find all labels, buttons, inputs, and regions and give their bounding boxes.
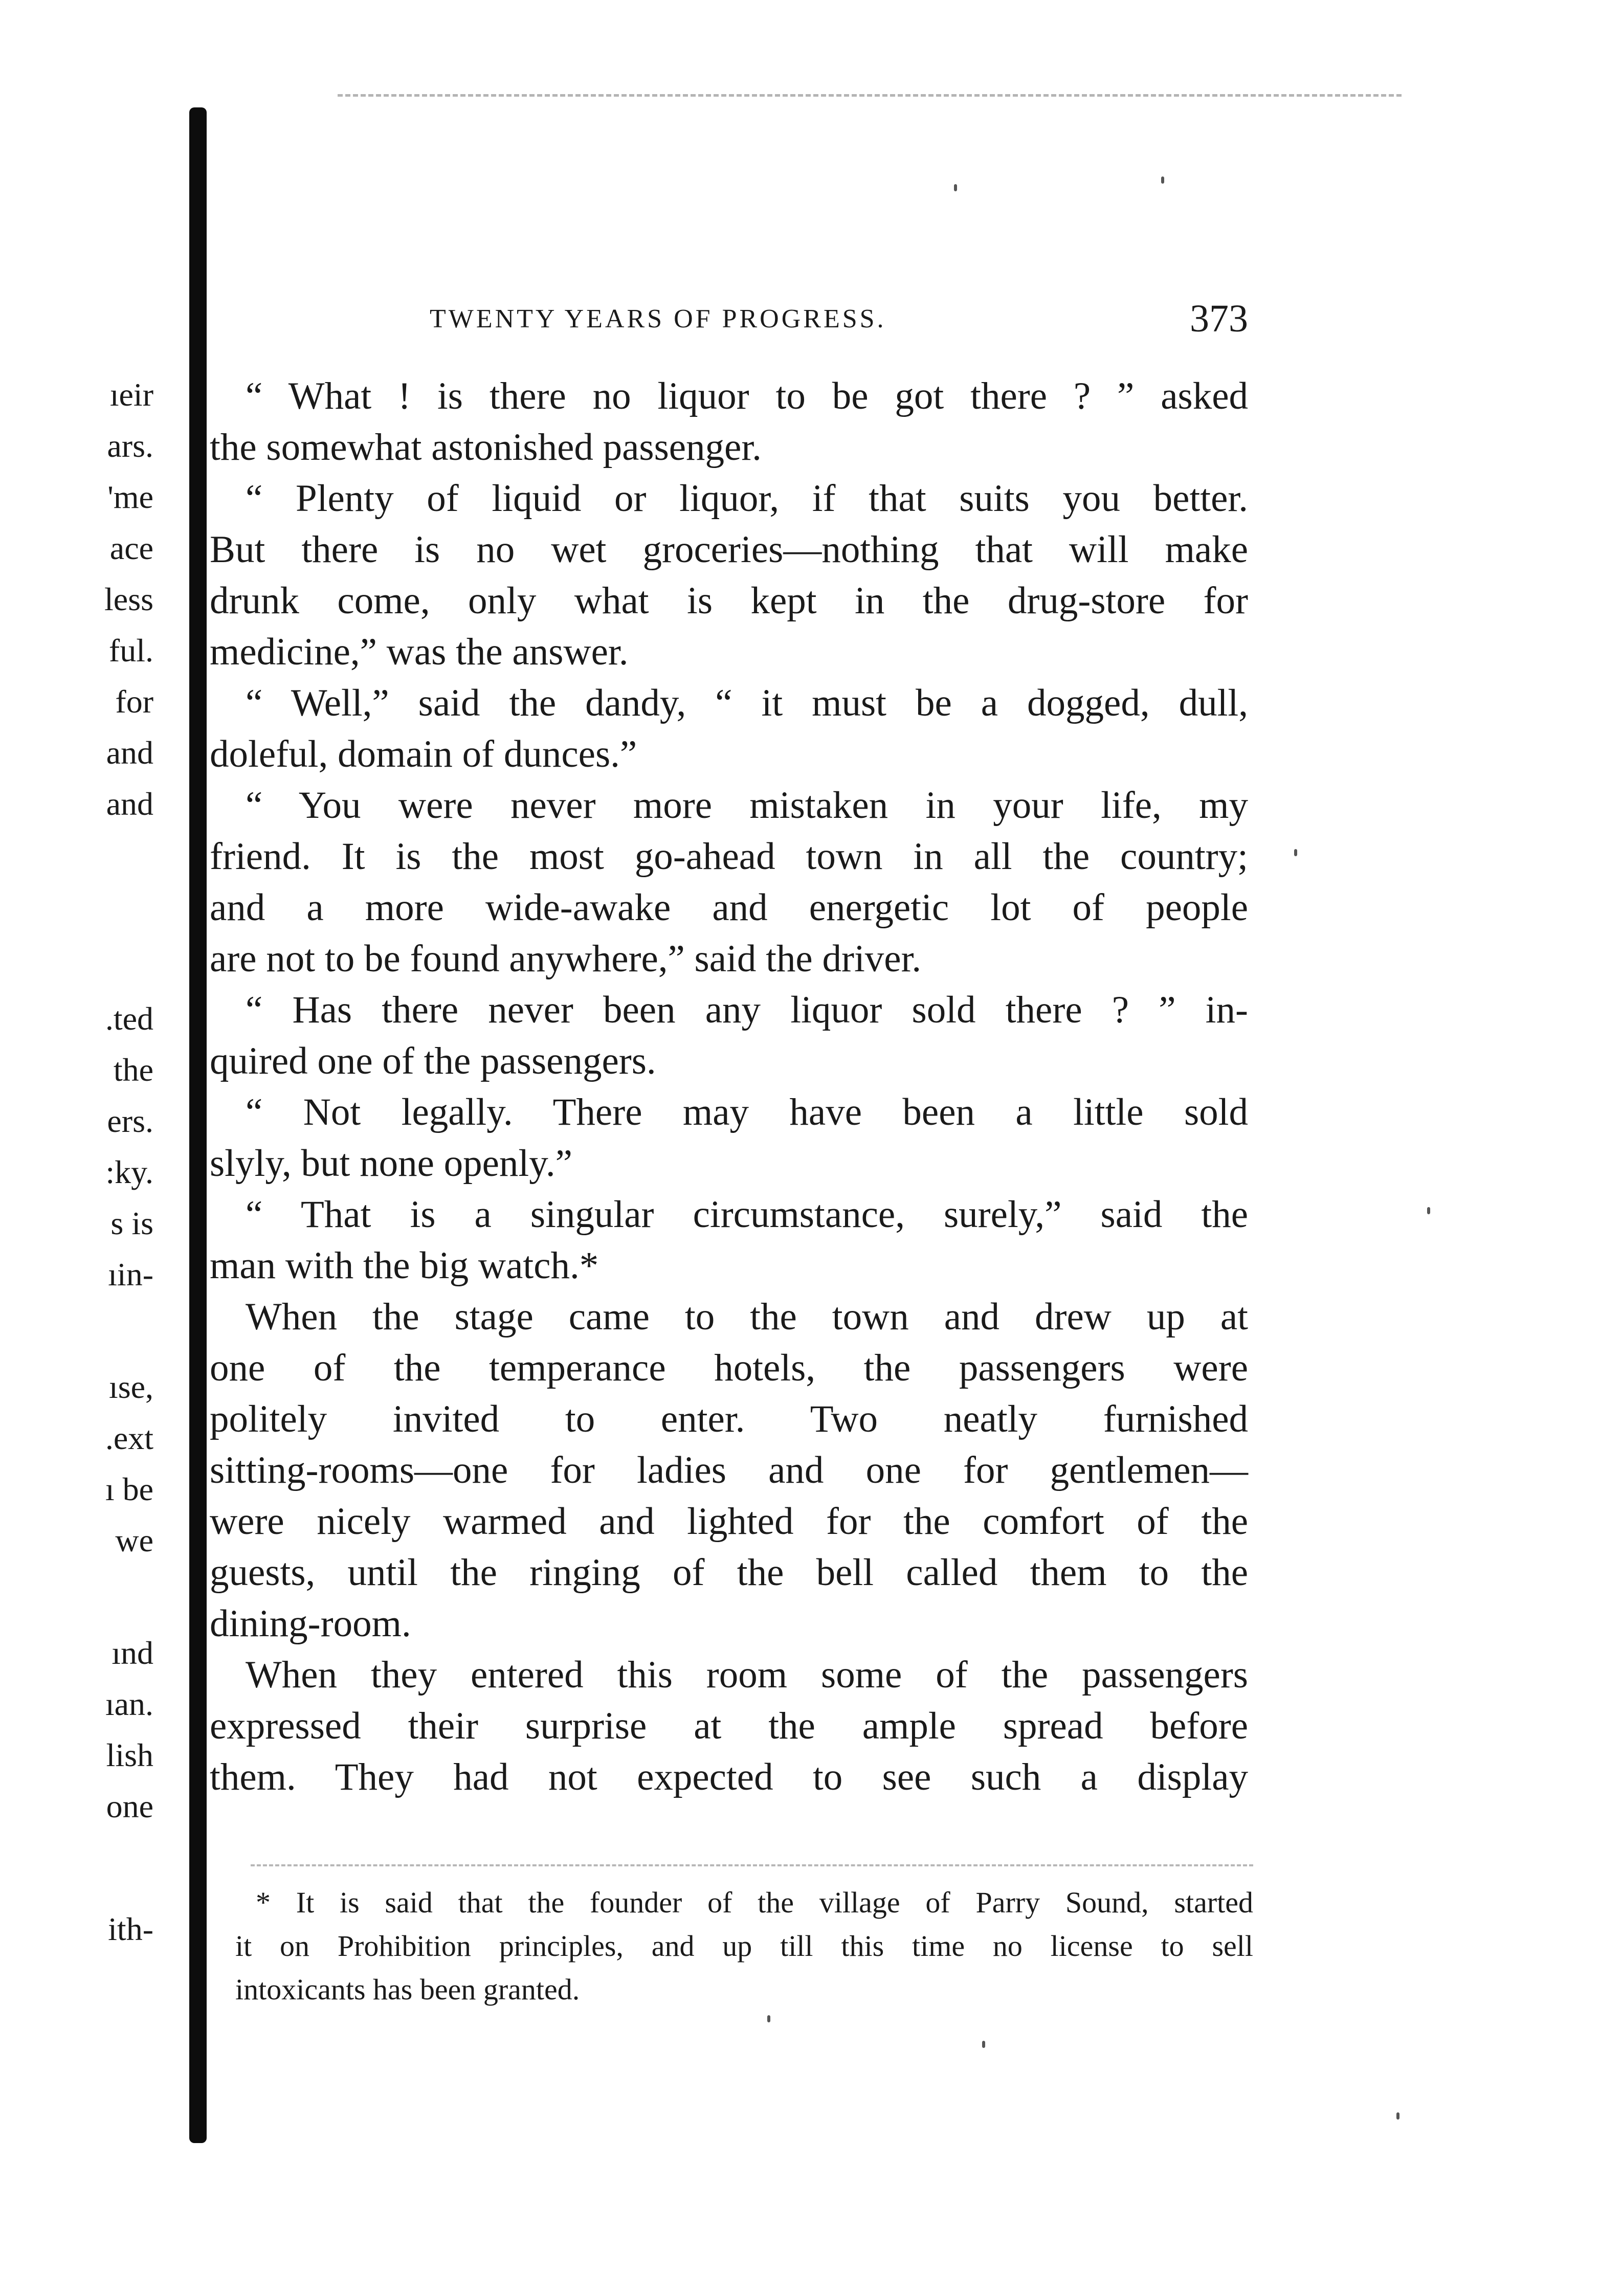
text-line: the somewhat astonished passenger. bbox=[210, 426, 762, 469]
binding-gutter-shadow bbox=[189, 107, 207, 2143]
margin-fragment: ith- bbox=[108, 1911, 153, 1947]
text-line: medicine,” was the answer. bbox=[210, 631, 629, 673]
margin-fragment: ers. bbox=[107, 1103, 153, 1139]
dust-speck bbox=[982, 2041, 985, 2048]
running-head: TWENTY YEARS OF PROGRESS. bbox=[430, 304, 886, 333]
dust-speck bbox=[1294, 849, 1297, 856]
text-line: “ You were never more mistaken in your life, my bbox=[246, 784, 1248, 827]
page-header bbox=[220, 297, 1248, 343]
dust-speck bbox=[1161, 176, 1164, 184]
margin-fragment: ful. bbox=[108, 632, 153, 668]
margin-fragment: ıin- bbox=[108, 1256, 153, 1292]
text-line: When they entered this room some of the passengers bbox=[246, 1654, 1248, 1696]
text-line: were nicely warmed and lighted for the comfort of the bbox=[210, 1500, 1248, 1543]
margin-fragment: .ted bbox=[105, 1000, 153, 1037]
margin-fragment: .ext bbox=[105, 1420, 153, 1456]
margin-fragment: lish bbox=[106, 1737, 153, 1773]
margin-fragment: for bbox=[115, 683, 153, 720]
margin-fragment: and bbox=[106, 786, 153, 822]
text-line: guests, until the ringing of the bell called them to the bbox=[210, 1551, 1248, 1594]
text-line: and a more wide-awake and energetic lot of people bbox=[210, 886, 1248, 929]
text-line: “ Not legally. There may have been a little sold bbox=[246, 1091, 1248, 1133]
footnote-line: it on Prohibition principles, and up till this time no license to sell bbox=[235, 1929, 1253, 1963]
margin-fragment: ars. bbox=[107, 428, 153, 464]
top-edge-rule bbox=[338, 94, 1402, 97]
margin-fragment: ıeir bbox=[109, 376, 153, 413]
text-line: politely invited to enter. Two neatly furnished bbox=[210, 1398, 1248, 1440]
dust-speck bbox=[954, 184, 957, 191]
text-line: doleful, domain of dunces.” bbox=[210, 733, 637, 775]
text-line: “ That is a singular circumstance, surely,” said the bbox=[246, 1193, 1248, 1236]
dust-speck bbox=[767, 2015, 770, 2022]
margin-fragment: ıan. bbox=[105, 1686, 153, 1722]
text-line: them. They had not expected to see such a display bbox=[210, 1756, 1248, 1798]
text-line: one of the temperance hotels, the passengers were bbox=[210, 1347, 1248, 1389]
dust-speck bbox=[1396, 2112, 1399, 2120]
text-line: man with the big watch.* bbox=[210, 1244, 599, 1287]
text-line: But there is no wet groceries—nothing that will make bbox=[210, 528, 1248, 571]
footnote-line: intoxicants has been granted. bbox=[235, 1973, 580, 2006]
text-line: “ Has there never been any liquor sold there ? ” in- bbox=[246, 989, 1248, 1031]
text-line: slyly, but none openly.” bbox=[210, 1142, 572, 1185]
page-number: 373 bbox=[1190, 297, 1248, 340]
text-line: are not to be found anywhere,” said the driver. bbox=[210, 938, 922, 980]
margin-fragment: ace bbox=[109, 530, 153, 566]
text-line: When the stage came to the town and drew up at bbox=[246, 1296, 1248, 1338]
footnote-line: * It is said that the founder of the village of Parry Sound, started bbox=[256, 1886, 1253, 1919]
margin-fragment: :ky. bbox=[105, 1154, 153, 1190]
text-line: “ Well,” said the dandy, “ it must be a dogged, dull, bbox=[246, 682, 1248, 724]
text-line: dining-room. bbox=[210, 1602, 411, 1645]
dust-speck bbox=[1427, 1207, 1430, 1214]
text-line: expressed their surprise at the ample spread before bbox=[210, 1705, 1248, 1747]
margin-fragment: s is bbox=[110, 1205, 153, 1241]
margin-fragment: ı be bbox=[105, 1471, 153, 1507]
margin-fragment: the bbox=[113, 1052, 153, 1088]
text-line: “ What ! is there no liquor to be got there ? ” asked bbox=[246, 375, 1248, 417]
margin-fragment: we bbox=[115, 1522, 153, 1558]
margin-fragment: ınd bbox=[112, 1635, 153, 1671]
margin-fragment: 'me bbox=[107, 479, 153, 515]
margin-fragment: less bbox=[104, 581, 153, 617]
text-line: quired one of the passengers. bbox=[210, 1040, 656, 1082]
margin-fragment: and bbox=[106, 734, 153, 771]
footnote-rule bbox=[251, 1864, 1253, 1866]
margin-fragment: ıse, bbox=[108, 1369, 153, 1405]
margin-fragment: one bbox=[106, 1788, 153, 1824]
text-line: friend. It is the most go-ahead town in all the country; bbox=[210, 835, 1248, 878]
text-line: “ Plenty of liquid or liquor, if that suits you better. bbox=[246, 477, 1248, 520]
text-line: sitting-rooms—one for ladies and one for gentlemen— bbox=[210, 1449, 1248, 1491]
text-line: drunk come, only what is kept in the drug-store for bbox=[210, 579, 1248, 622]
